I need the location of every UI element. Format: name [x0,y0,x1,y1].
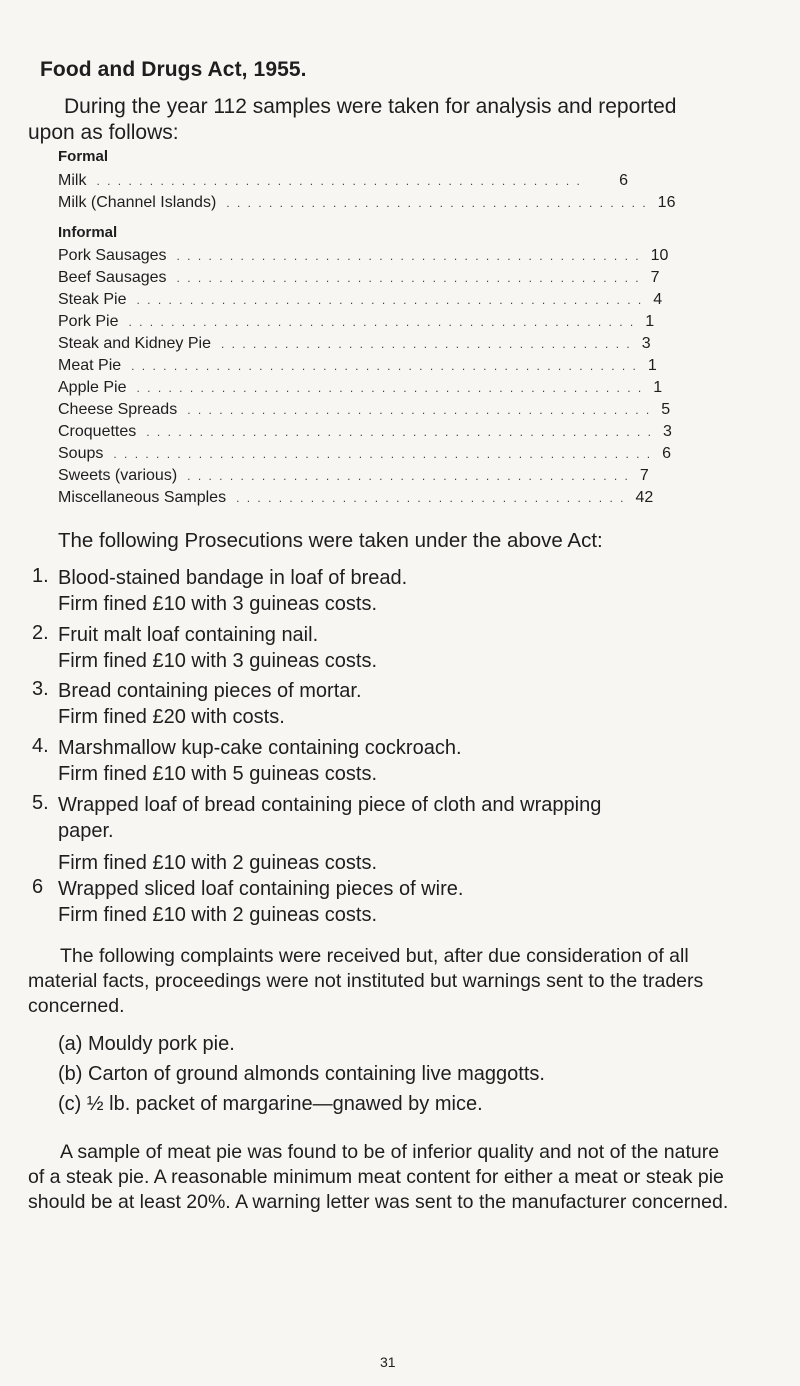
sample-count: 6 [662,445,672,462]
list-item [58,311,655,333]
prosecution-item [58,565,758,617]
prosecutions-intro: The following Prosecutions were taken under the above Act: [58,529,603,552]
prosecution-offence: Wrapped loaf of bread containing piece of cloth and wrapping [58,794,602,816]
leader-dots: . . . . . . . . . . . . . . . . . . . . . . . . . . . . . . . . . . . . . . . . . . . . . . . . [128,315,636,329]
sample-count: 5 [661,401,671,418]
page-number: 31 [380,1354,396,1370]
list-item [58,465,649,487]
sample-count: 1 [645,313,655,330]
sample-count: 7 [650,269,660,286]
complaint-label: (c) [58,1093,82,1115]
sample-count: 1 [653,379,663,396]
intro-paragraph: During the year 112 samples were taken for analysis and reported upon as follows: [28,95,677,144]
leader-dots: . . . . . . . . . . . . . . . . . . . . . . . . . . . . . . . . . . . . . . . . [226,196,648,210]
sample-name: Milk (Channel Islands) [58,194,217,211]
sample-name: Croquettes [58,423,137,440]
prosecution-offence: Bread containing pieces of mortar. [58,680,362,702]
complaint-text: Carton of ground almonds containing live maggotts. [88,1063,545,1085]
prosecution-penalty: Firm fined £10 with 2 guineas costs. [58,852,378,874]
list-item [58,443,672,465]
leader-dots: . . . . . . . . . . . . . . . . . . . . . . . . . . . . . . . . . . . . . . . . . . [187,469,630,483]
sample-name: Miscellaneous Samples [58,489,227,506]
complaint-text: ½ lb. packet of margarine—gnawed by mice. [86,1093,483,1115]
prosecution-item [58,792,758,876]
sample-count: 42 [635,489,654,506]
complaint-item [58,1093,483,1116]
prosecution-penalty: Firm fined £10 with 5 guineas costs. [58,763,378,785]
list-item [58,377,663,399]
complaint-item [58,1033,235,1056]
sample-name: Apple Pie [58,379,127,396]
sample-count: 16 [657,194,676,211]
sample-name: Pork Pie [58,313,119,330]
sample-name: Sweets (various) [58,467,178,484]
informal-label: Informal [58,224,118,241]
list-item [58,333,651,355]
sample-count: 4 [653,291,663,308]
complaint-label: (a) [58,1033,83,1055]
item-number: 3. [32,678,49,700]
sample-count: 1 [647,357,657,374]
list-item [58,170,628,192]
sample-name: Steak and Kidney Pie [58,335,211,352]
leader-dots: . . . . . . . . . . . . . . . . . . . . . . . . . . . . . . . . . . . . . . . . . . . . . . . . [146,425,653,439]
leader-dots: . . . . . . . . . . . . . . . . . . . . . . . . . . . . . . . . . . . . . . . . . . . . [176,271,641,285]
item-number: 6 [32,876,44,898]
formal-label: Formal [58,148,109,165]
sample-count: 10 [650,247,669,264]
sample-name: Soups [58,445,104,462]
list-item [58,192,676,214]
item-number: 5. [32,792,49,814]
sample-count: 6 [619,172,628,189]
page-heading: Food and Drugs Act, 1955. [40,58,307,81]
sample-name: Meat Pie [58,357,122,374]
sample-name: Milk [58,172,87,189]
leader-dots: . . . . . . . . . . . . . . . . . . . . . . . . . . . . . . . . . . . . . . . . . . . . . . . . [136,293,644,307]
list-item [58,355,657,377]
leader-dots: . . . . . . . . . . . . . . . . . . . . . . . . . . . . . . . . . . . . . . . [221,337,632,351]
prosecution-penalty: Firm fined £10 with 3 guineas costs. [58,650,378,672]
prosecution-penalty: Firm fined £20 with costs. [58,706,285,728]
leader-dots: . . . . . . . . . . . . . . . . . . . . . . . . . . . . . . . . . . . . . . . . . . . . [176,249,641,263]
prosecution-penalty: Firm fined £10 with 3 guineas costs. [58,593,378,615]
list-item [58,487,654,509]
sample-name: Beef Sausages [58,269,167,286]
sample-count: 3 [641,335,651,352]
complaints-paragraph: The following complaints were received but, after due consideration of all material facts, proceedings were not instituted but warnings sent to the traders concerned. [28,945,704,1017]
item-number: 4. [32,735,49,757]
leader-dots: . . . . . . . . . . . . . . . . . . . . . . . . . . . . . . . . . . . . . [236,491,626,505]
sample-name: Steak Pie [58,291,127,308]
sample-name: Pork Sausages [58,247,167,264]
sample-name: Cheese Spreads [58,401,178,418]
complaint-item [58,1063,545,1086]
item-number: 2. [32,622,49,644]
sample-count: 7 [639,467,649,484]
prosecution-offence: Blood-stained bandage in loaf of bread. [58,567,408,589]
list-item [58,421,672,443]
complaint-label: (b) [58,1063,83,1085]
list-item [58,399,671,421]
leader-dots: . . . . . . . . . . . . . . . . . . . . . . . . . . . . . . . . . . . . . . . . . . . . . . . . [131,359,638,373]
prosecution-offence: Marshmallow kup-cake containing cockroach. [58,737,462,759]
prosecution-penalty: Firm fined £10 with 2 guineas costs. [58,904,378,926]
prosecution-item [58,876,758,928]
closing-paragraph: A sample of meat pie was found to be of inferior quality and not of the nature of a steak pie. A reasonable minimum meat content for either a meat or steak pie should be at least 20%. A warning letter was sent to the manufacturer concerned. [28,1141,729,1213]
prosecution-item [58,678,758,730]
prosecution-offence: Wrapped sliced loaf containing pieces of wire. [58,878,464,900]
prosecution-item [58,622,758,674]
leader-dots: . . . . . . . . . . . . . . . . . . . . . . . . . . . . . . . . . . . . . . . . . . . . . . . . . . . [113,447,653,461]
list-item [58,289,663,311]
list-item [58,267,660,289]
leader-dots: . . . . . . . . . . . . . . . . . . . . . . . . . . . . . . . . . . . . . . . . . . . . . . [96,174,582,188]
list-item [58,245,669,267]
sample-count: 3 [663,423,672,440]
complaint-text: Mouldy pork pie. [88,1033,235,1055]
prosecution-offence-continued: paper. [58,820,114,842]
leader-dots: . . . . . . . . . . . . . . . . . . . . . . . . . . . . . . . . . . . . . . . . . . . . [187,403,652,417]
item-number: 1. [32,565,49,587]
prosecution-item [58,735,758,787]
leader-dots: . . . . . . . . . . . . . . . . . . . . . . . . . . . . . . . . . . . . . . . . . . . . . . . . [136,381,644,395]
prosecution-offence: Fruit malt loaf containing nail. [58,624,319,646]
